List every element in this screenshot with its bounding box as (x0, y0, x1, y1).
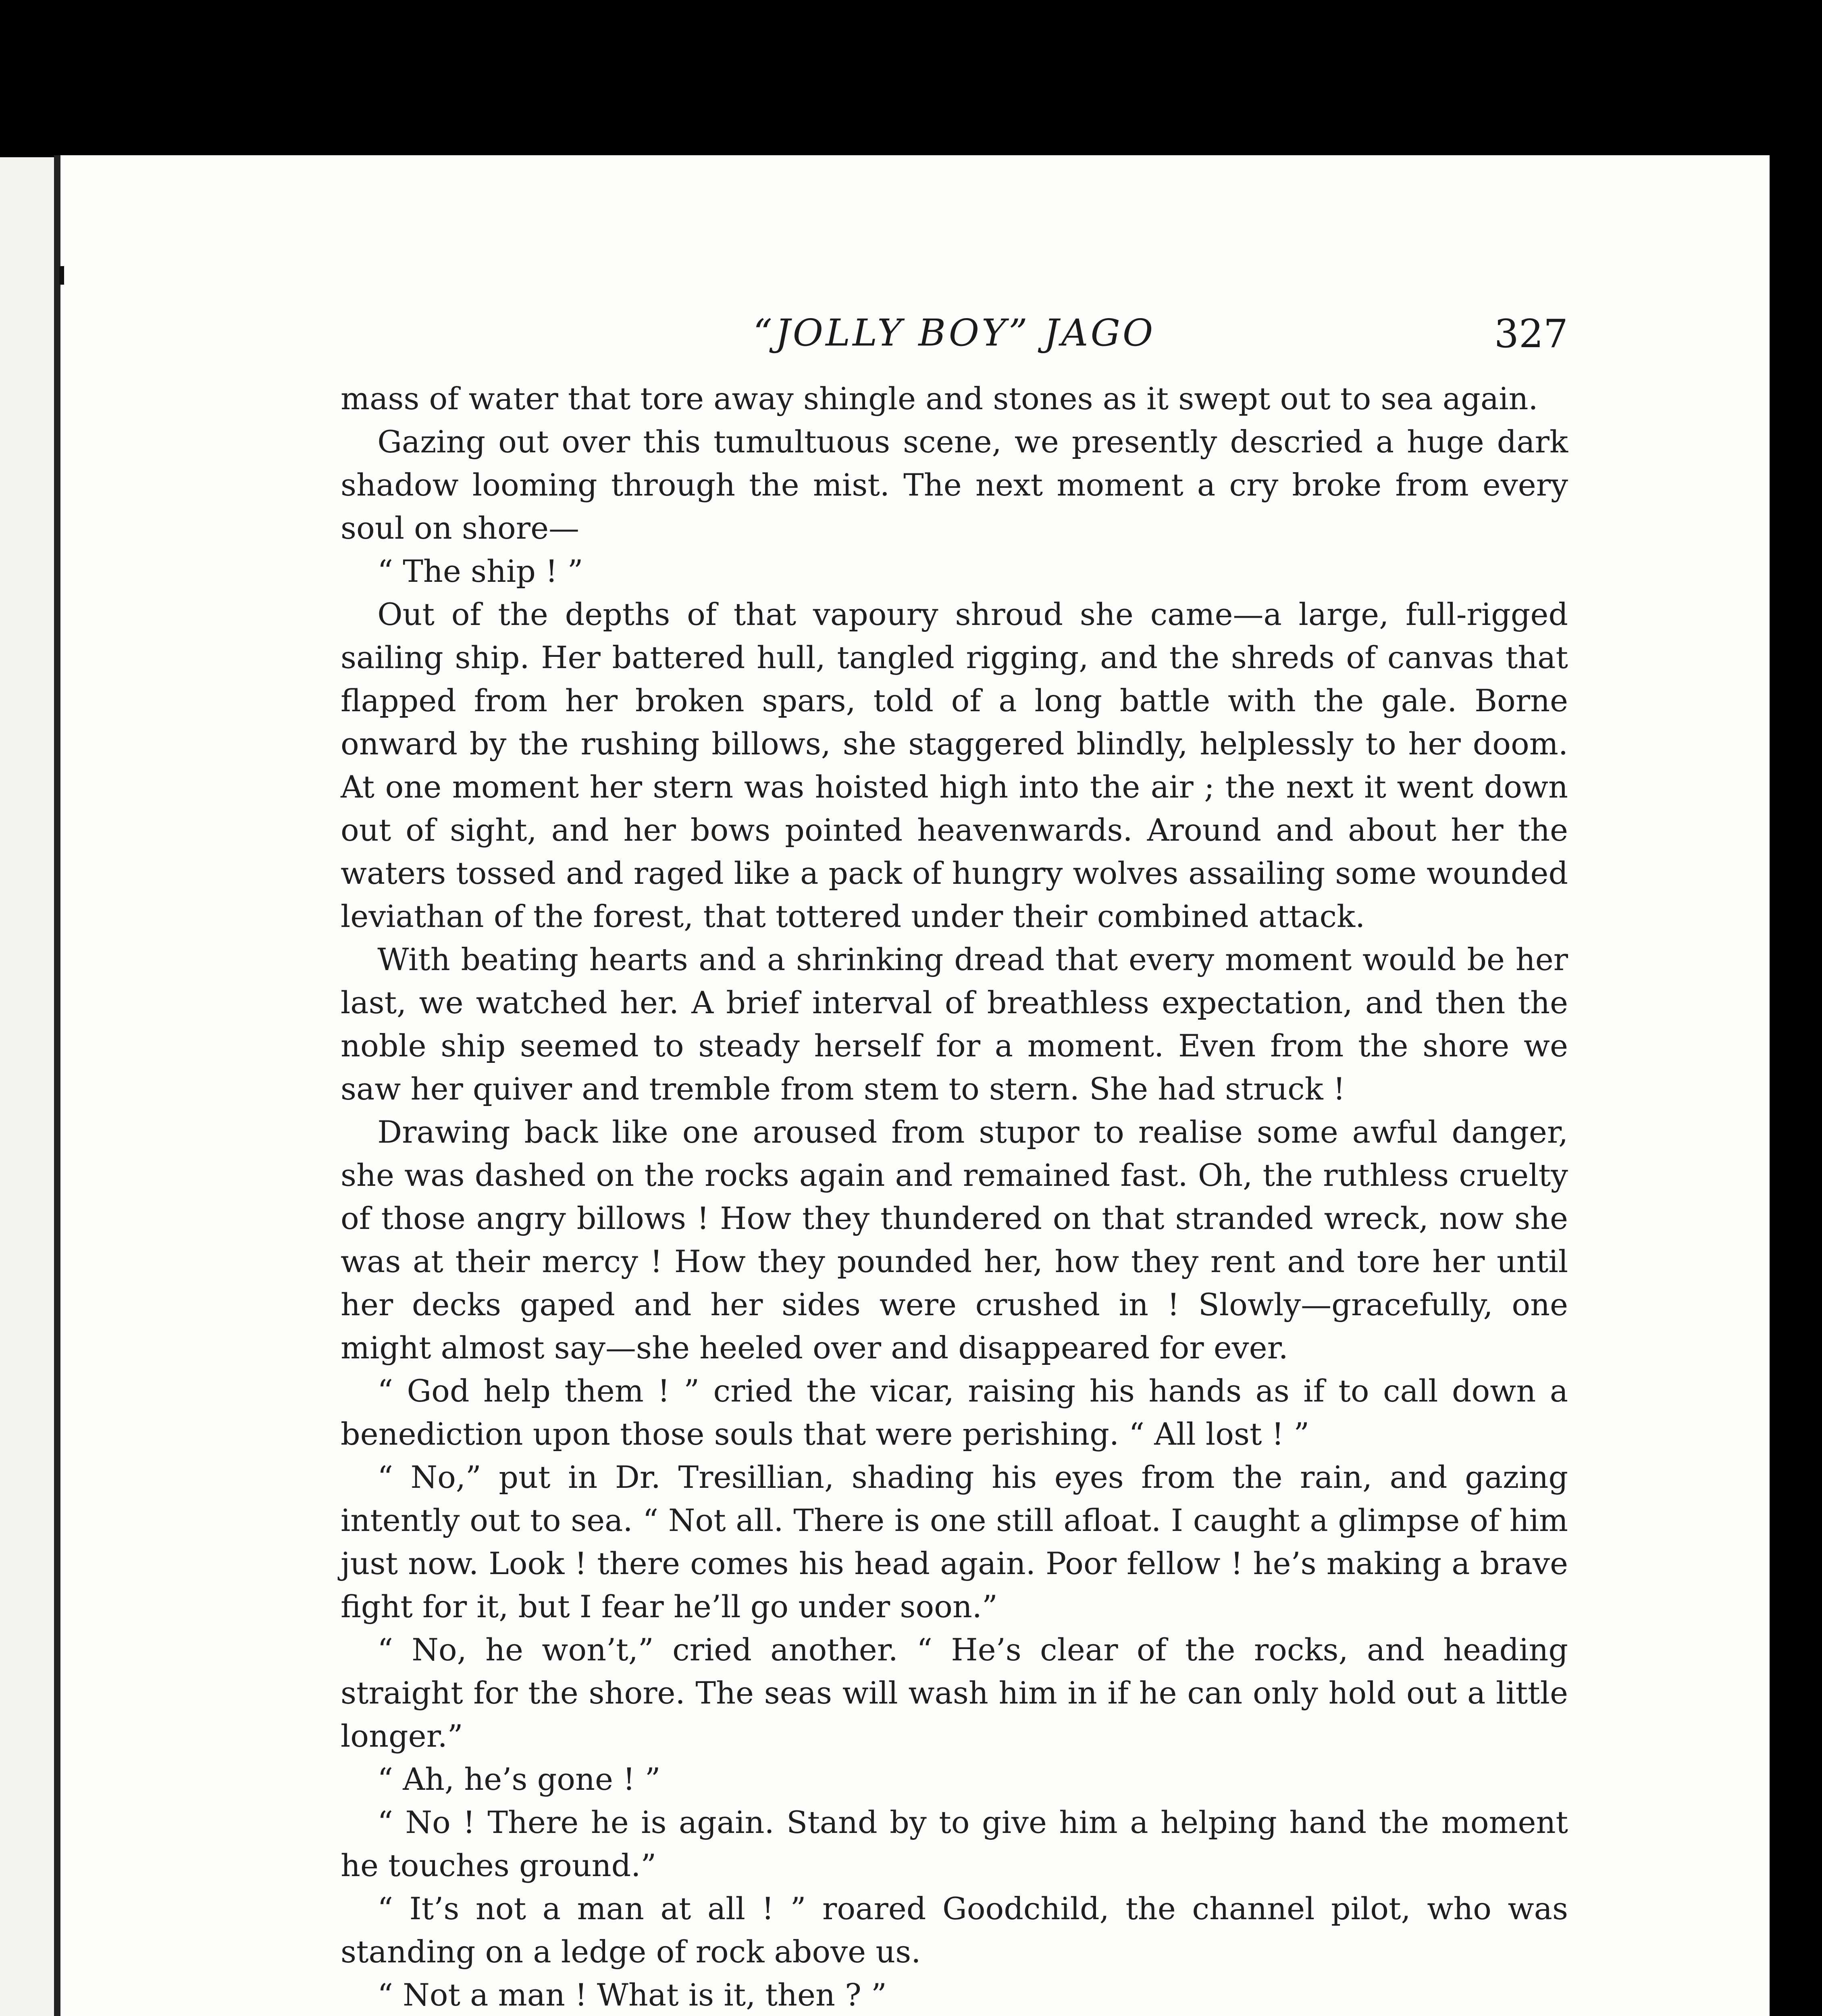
paragraph: “ Ah, he’s gone ! ” (377, 1761, 661, 1797)
paragraph: “ It’s not a man at all ! ” roared Goodchild, the channel pilot, who was standing on a ledge of rock above us. (341, 1891, 1568, 1970)
paragraph: “ No ! There he is again. Stand by to give him a helping hand the moment he touches ground.” (341, 1804, 1568, 1883)
running-title: “JOLLY BOY” JAGO (753, 311, 1156, 354)
margin-mark (59, 266, 64, 285)
binding-shadow (54, 155, 60, 2016)
page-number: 327 (1494, 311, 1568, 356)
left-page-edge (0, 157, 54, 2016)
running-head (341, 306, 1568, 375)
paragraph: Out of the depths of that vapoury shroud she came—a large, full-rigged sailing ship. Her battered hull, tangled rigging, and the shreds of canvas that flapped from her broken spars, told of a long battle with the gale. Borne onward by the rushing billows, she staggered blindly, helplessly to her doom. At one moment her stern was hoisted high into the air ; the next it went down out of sight, and her bows pointed heavenwards. Around and about her the waters tossed and raged like a pack of hungry wolves assailing some wounded leviathan of the forest, that tottered under their combined attack. (341, 596, 1568, 934)
paragraph: Drawing back like one aroused from stupor to realise some awful danger, she was dashed on the rocks again and remained fast. Oh, the ruthless cruelty of those angry billows ! How they thundered on that stranded wreck, now she was at their mercy ! How they pounded her, how they rent and tore her until her decks gaped and her sides were crushed in ! Slowly—gracefully, one might almost say—she heeled over and disappeared for ever. (341, 1114, 1568, 1366)
paragraph: “ The ship ! ” (377, 553, 583, 589)
book-page (60, 155, 1770, 2016)
paragraph: With beating hearts and a shrinking dread that every moment would be her last, we watched her. A brief interval of breathless expectation, and then the noble ship seemed to steady herself for a moment. Even from the shore we saw her quiver and tremble from stem to stern. She had struck ! (341, 941, 1568, 1107)
paragraph: mass of water that tore away shingle and stones as it swept out to sea again. (341, 381, 1538, 417)
paragraph: “ No, he won’t,” cried another. “ He’s clear of the rocks, and heading straight for the shore. The seas will wash him in if he can only hold out a little longer.” (341, 1632, 1568, 1754)
paragraph: “ No,” put in Dr. Tresillian, shading his eyes from the rain, and gazing intently out to sea. “ Not all. There is one still afloat. I caught a glimpse of him just now. Look ! there comes his head again. Poor fellow ! he’s making a brave fight for it, but I fear he’ll go under soon.” (341, 1459, 1568, 1624)
paragraph: “ Not a man ! What is it, then ? ” (377, 1977, 887, 2013)
paragraph: “ God help them ! ” cried the vicar, raising his hands as if to call down a benediction upon those souls that were perishing. “ All lost ! ” (341, 1373, 1568, 1452)
paragraph: Gazing out over this tumultuous scene, we presently descried a huge dark shadow looming through the mist. The next moment a cry broke from every soul on shore— (341, 424, 1568, 546)
body-text (341, 377, 1568, 2016)
